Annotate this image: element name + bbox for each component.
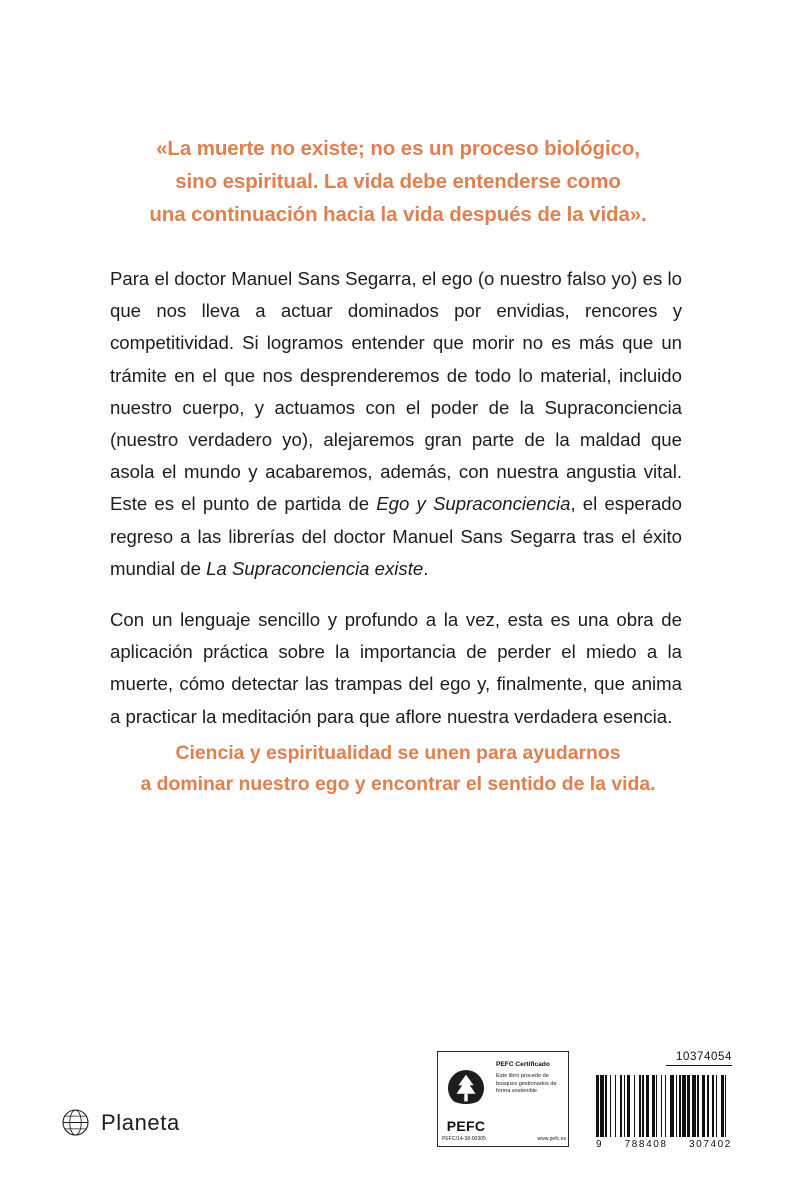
pefc-text <box>494 1052 568 1146</box>
body-copy <box>110 263 682 733</box>
body-paragraph-1 <box>110 263 682 585</box>
closing-line: Ciencia y espiritualidad se unen para ayudarnos <box>175 742 621 764</box>
pull-quote <box>108 132 688 231</box>
book-title-ego-y-supraconciencia: Ego y Supraconciencia <box>376 493 571 515</box>
barcode-block <box>596 1051 732 1150</box>
pefc-tree-icon <box>447 1068 485 1117</box>
ean-left-digit: 9 <box>596 1139 604 1150</box>
ean-mid-digits: 788408 <box>624 1139 668 1150</box>
pefc-cert-title: PEFC Certificado <box>496 1061 550 1068</box>
pull-quote-line: «La muerte no existe; no es un proceso biológico, <box>156 137 640 160</box>
pefc-certificate-box <box>437 1051 569 1147</box>
ean13-barcode <box>596 1075 732 1137</box>
pefc-footer <box>442 1136 566 1142</box>
ean13-digits <box>596 1139 732 1150</box>
paragraph-1-text-c: . <box>423 557 429 579</box>
paragraph-1-text-b: , el esperado regreso a las librerías del doctor Manuel Sans Segarra tras el éxito mundial de <box>110 493 682 579</box>
ean-right-digits: 307402 <box>689 1139 732 1150</box>
body-paragraph-2: Con un lenguaje sencillo y profundo a la vez, esta es una obra de aplicación práctica sobre la importancia de perder el miedo a la muerte, cómo detectar las trampas del ego y, finalmente, que anima a practicar la meditación para que aflore nuestra verdadera esencia. <box>110 609 682 727</box>
internal-code: 10374054 <box>666 1051 732 1066</box>
publisher-logo <box>62 1109 180 1136</box>
globe-icon <box>62 1109 89 1136</box>
pefc-logo <box>438 1052 494 1146</box>
pefc-url[interactable]: www.pefc.es <box>537 1136 566 1142</box>
pull-quote-line: sino espiritual. La vida debe entenderse como <box>175 170 621 193</box>
publisher-name: Planeta <box>101 1109 180 1135</box>
pull-quote-line: una continuación hacia la vida después de la vida». <box>149 203 647 226</box>
closing-tagline <box>108 738 688 800</box>
book-title-la-supraconciencia-existe: La Supraconciencia existe <box>206 557 424 579</box>
paragraph-1-text-a: Para el doctor Manuel Sans Segarra, el ego (o nuestro falso yo) es lo que nos lleva a actuar dominados por envidias, rencores y competitividad. Si logramos entender que morir no es más que un trámite en el que nos desprenderemos de todo lo material, incluido nuestro cuerpo, y actuamos con el poder de la Supraconciencia (nuestro verdadero yo), alejaremos gran parte de la maldad que asola el mundo y acabaremos, además, con nuestra angustia vital. Este es el punto de partida de <box>110 268 682 515</box>
pefc-code: PEFC/14-38-00305 <box>442 1136 486 1142</box>
closing-line: a dominar nuestro ego y encontrar el sentido de la vida. <box>140 773 656 795</box>
pefc-cert-description: Este libro procede de bosques gestionados de forma sostenible <box>496 1073 557 1095</box>
pefc-wordmark: PEFC <box>446 1118 486 1134</box>
